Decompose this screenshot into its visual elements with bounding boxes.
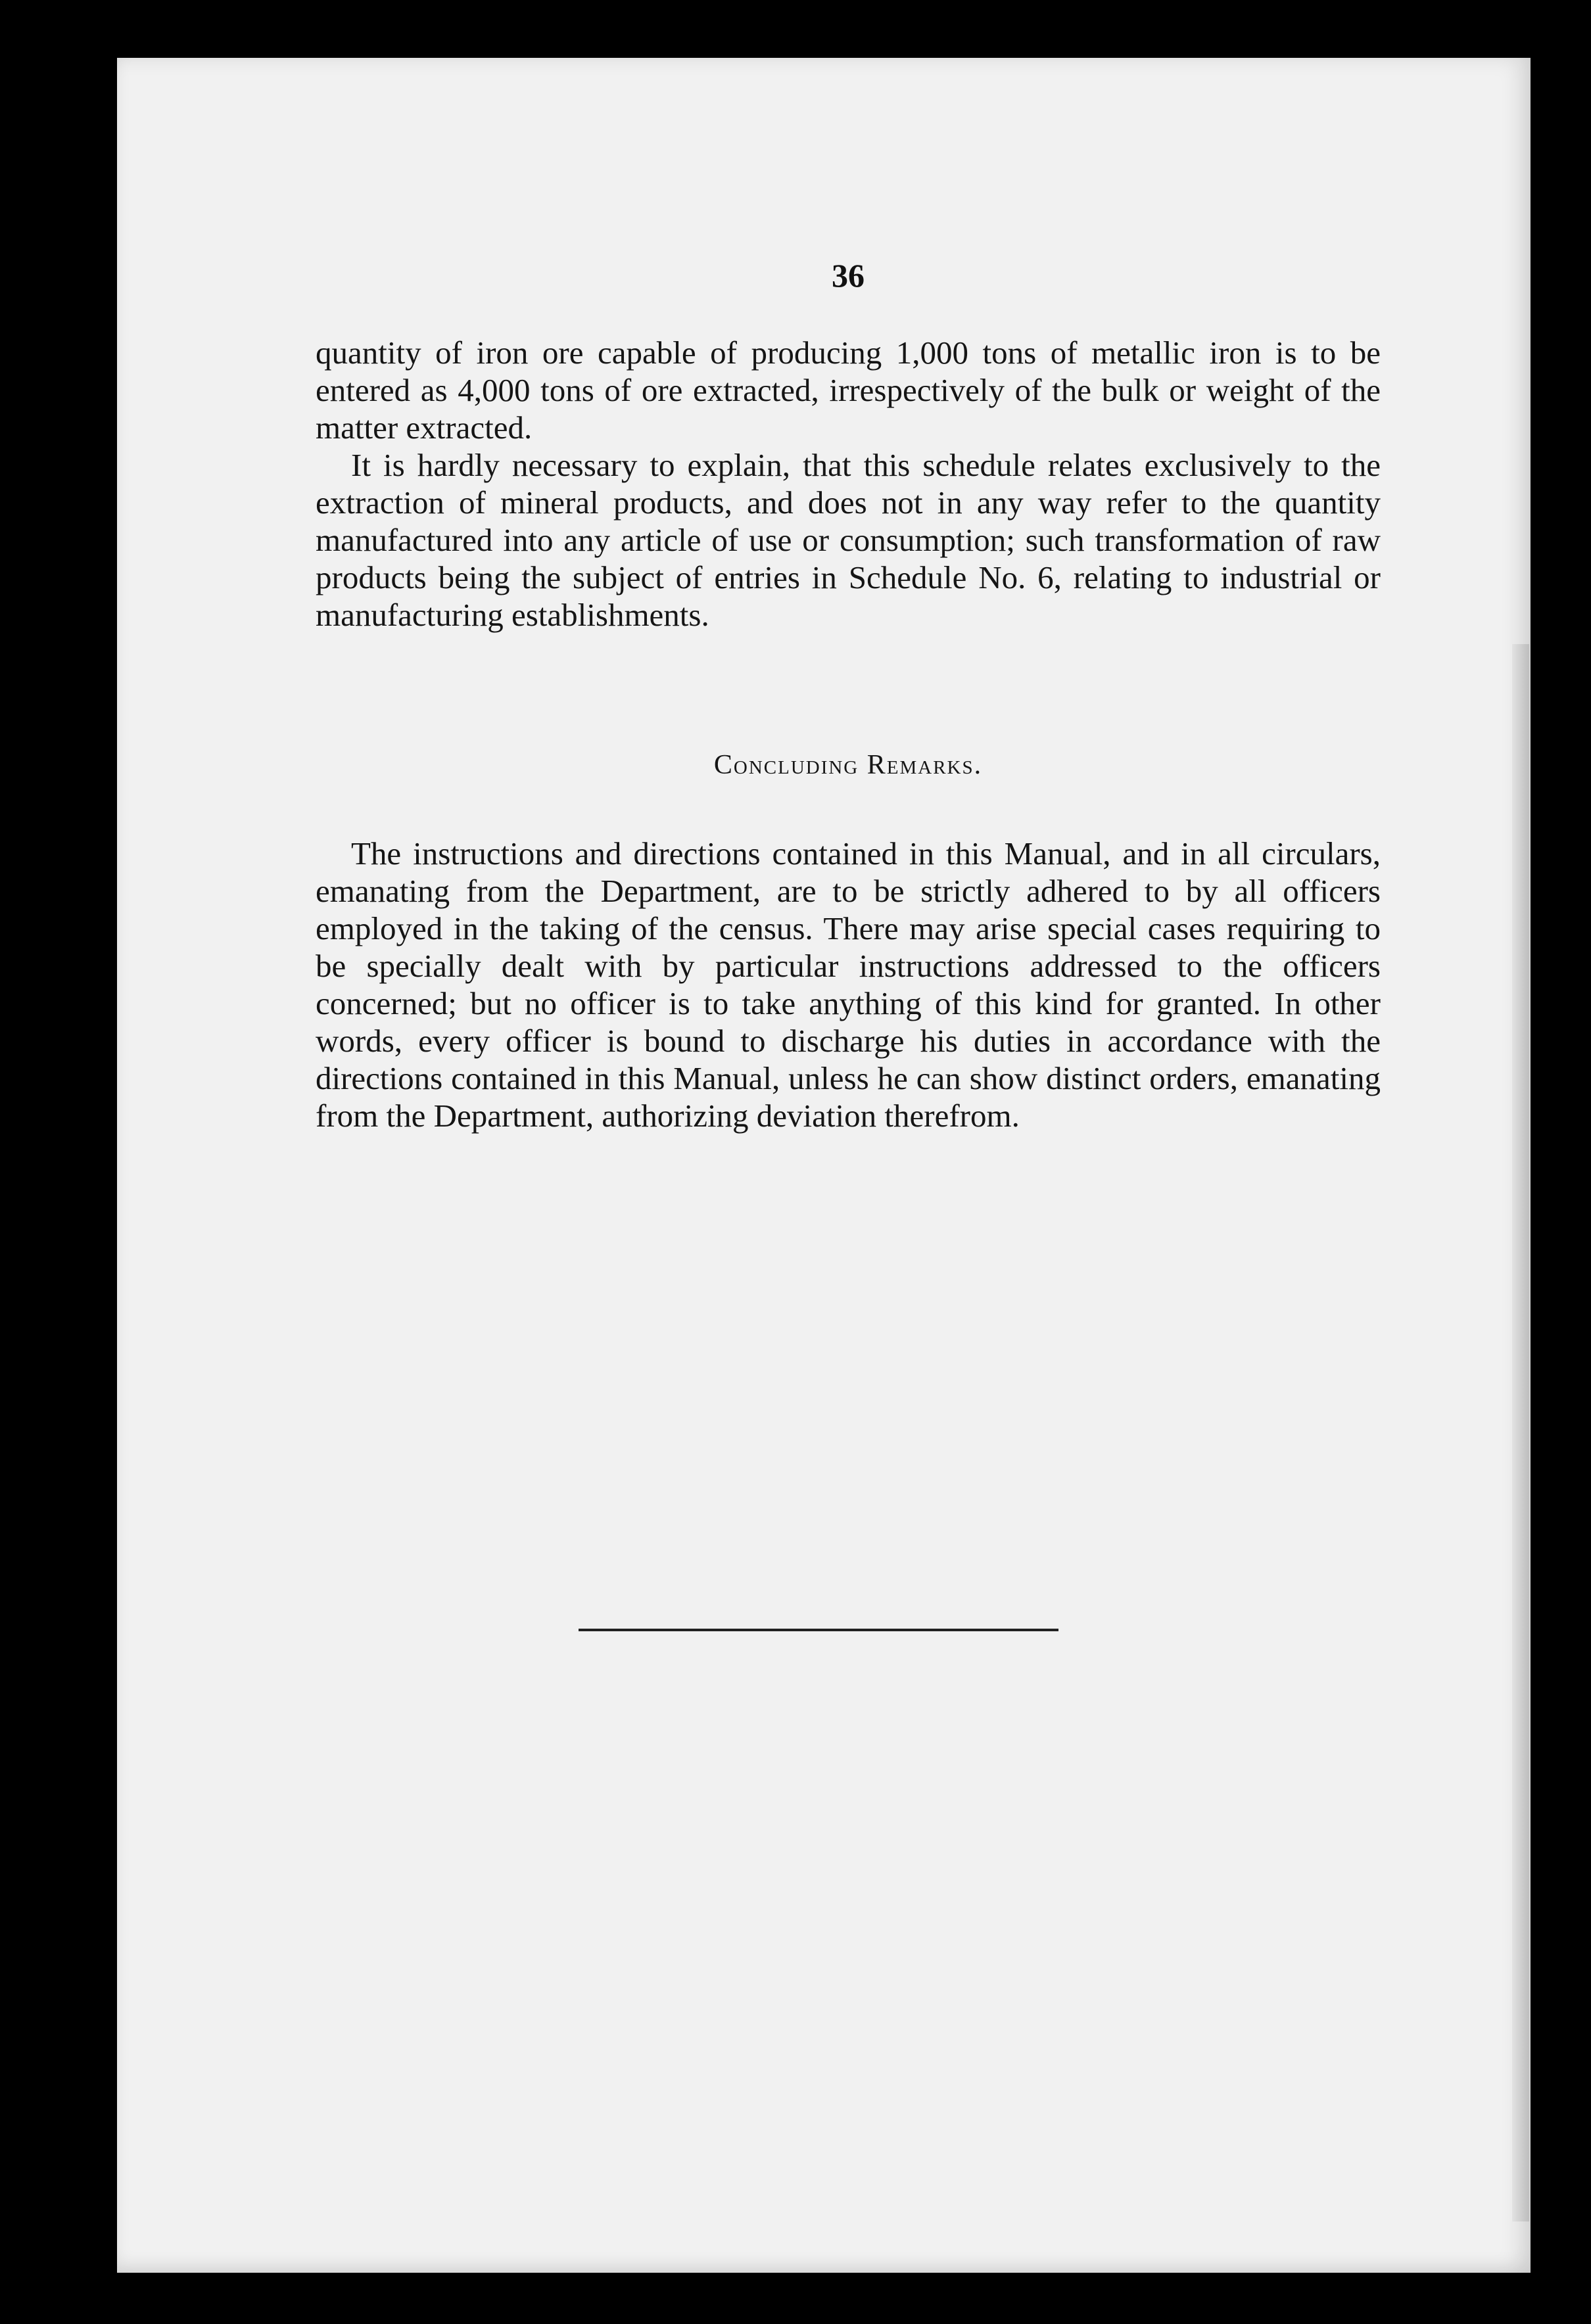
paragraph-schedule-note: It is hardly necessary to explain, that this schedule relates exclusively to the extraction of mineral products, and does not in any way refer to the quantity manufactured into any article of use or consumption; such transformation of raw products being the subject of entries in Schedule No. 6, relating to industrial or manufacturing establishments. [316, 447, 1381, 633]
section-heading: Concluding Remarks. [713, 750, 983, 780]
page-edge [1512, 644, 1529, 2221]
horizontal-rule [579, 1629, 1058, 1631]
page-number: 36 [832, 257, 865, 294]
body-text-bottom [316, 835, 1381, 1134]
body-text-top [316, 334, 1381, 634]
paragraph-concluding: The instructions and directions contained in this Manual, and in all circulars, emanating from the Department, are to be strictly adhered to by all officers employed in the taking of the census. There may arise special cases requiring to be specially dealt with by particular instructions addressed to the officers concerned; but no officer is to take anything of this kind for granted. In other words, every officer is bound to discharge his duties in accordance with the directions contained in this Manual, unless he can show distinct orders, emanating from the Department, authorizing deviation therefrom. [316, 835, 1381, 1134]
paragraph-continuation: quantity of iron ore capable of producing 1,000 tons of metallic iron is to be entered as 4,000 tons of ore extracted, irrespectively of the bulk or weight of the matter extracted. [316, 335, 1381, 446]
